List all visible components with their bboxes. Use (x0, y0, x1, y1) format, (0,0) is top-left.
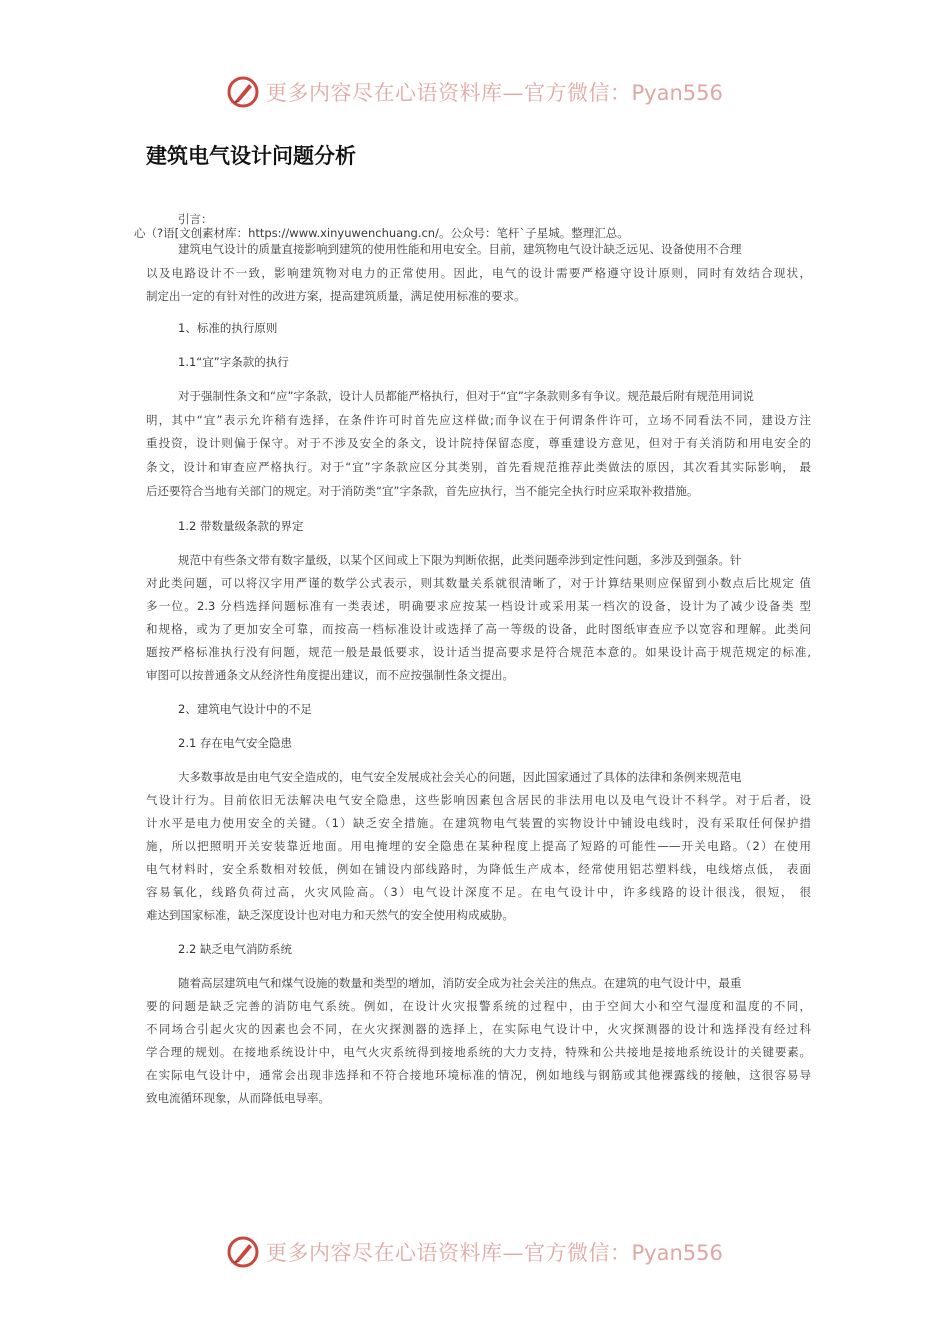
paragraph-line: 和规格，或为了更加安全可靠，而按高一档标准设计或选择了高一等级的设备，此时图纸审查应予以宽容和理解。此类问 (146, 622, 811, 636)
subsection-heading: 1.2 带数量级条款的界定 (178, 519, 304, 533)
banner-text: 更多内容尽在心语资料库—官方微信：Pyan556 (266, 81, 723, 105)
banner-text: 更多内容尽在心语资料库—官方微信：Pyan556 (266, 1241, 723, 1265)
intro-label: 引言： (178, 212, 213, 226)
pen-logo-icon (226, 1235, 260, 1269)
paragraph-line: 对此类问题，可以将汉字用严谨的数学公式表示，则其数量关系就很清晰了，对于计算结果则应保留到小数点后比规定 值 (146, 576, 811, 590)
header-banner (226, 72, 786, 112)
source-line: 心（?语[文创素材库：https://www.xinyuwenchuang.cn/。公众号：笔杆`子星城。整理汇总。 (134, 226, 629, 240)
paragraph-line: 重投资，设计则偏于保守。对于不涉及安全的条文，设计院持保留态度，尊重建设方意见，但对于有关消防和用电安全的 (146, 436, 811, 450)
document-title: 建筑电气设计问题分析 (146, 144, 356, 168)
footer-banner (226, 1232, 786, 1272)
paragraph-line: 题按严格标准执行没有问题，规范一般是最低要求，设计适当提高要求是符合规范本意的。如果设计高于规范规定的标准, (146, 645, 811, 659)
paragraph-line: 学合理的规划。在接地系统设计中，电气火灾系统得到接地系统的大力支持，特殊和公共接地是接地系统设计的关键要素。 (146, 1045, 811, 1059)
paragraph-line: 致电流循环现象，从而降低电导率。 (146, 1091, 330, 1105)
paragraph-line: 制定出一定的有针对性的改进方案，提高建筑质量，满足使用标准的要求。 (146, 289, 526, 303)
paragraph-line: 以及电路设计不一致，影响建筑物对电力的正常使用。因此，电气的设计需要严格遵守设计原则，同时有效结合现状， (146, 266, 811, 280)
paragraph-line: 要的问题是缺乏完善的消防电气系统。例如，在设计火灾报警系统的过程中，由于空间大小和空气湿度和温度的不同， (146, 999, 811, 1013)
paragraph-line: 容易氧化，线路负荷过高，火灾风险高。（3）电气设计深度不足。在电气设计中，许多线路的设计很浅，很短， 很 (146, 885, 811, 899)
paragraph-line: 建筑电气设计的质量直接影响到建筑的使用性能和用电安全。目前，建筑物电气设计缺乏远见、设备使用不合理 (178, 242, 742, 256)
paragraph-line: 规范中有些条文带有数字量级，以某个区间或上下限为判断依据，此类问题牵涉到定性问题，多涉及到强条。针 (178, 553, 742, 567)
pen-logo-icon (226, 75, 260, 109)
subsection-heading: 2.2 缺乏电气消防系统 (178, 942, 292, 956)
paragraph-line: 对于强制性条文和“应”字条款，设计人员都能严格执行，但对于“宜”字条款则多有争议。规范最后附有规范用词说 (178, 389, 754, 403)
paragraph-line: 多一位。2.3 分档选择问题标准有一类表述，明确要求应按某一档设计或采用某一档次的设备，设计为了减少设备类 型 (146, 599, 811, 613)
paragraph-line: 电气材料时，安全系数相对较低，例如在铺设内部线路时，为降低生产成本，经常使用铝芯塑料线，电线熔点低， 表面 (146, 862, 811, 876)
paragraph-line: 难达到国家标准，缺乏深度设计也对电力和天然气的安全使用构成威胁。 (146, 908, 514, 922)
paragraph-line: 不同场合引起火灾的因素也会不同，在火灾探测器的选择上，在实际电气设计中，火灾探测器的设计和选择没有经过科 (146, 1022, 811, 1036)
section-heading: 1、标准的执行原则 (178, 321, 278, 335)
paragraph-line: 明，其中“宜”表示允许稍有选择，在条件许可时首先应这样做;而争议在于何谓条件许可，立场不同看法不同，建设方注 (146, 413, 811, 427)
paragraph-line: 在实际电气设计中，通常会出现非选择和不符合接地环境标准的情况，例如地线与钢筋或其他裸露线的接触，这很容易导 (146, 1068, 811, 1082)
paragraph-line: 计水平是电力使用安全的关键。（1）缺乏安全措施。在建筑物电气装置的实物设计中铺设电线时，没有采取任何保护措 (146, 816, 811, 830)
paragraph-line: 审图可以按普通条文从经济性角度提出建议，而不应按强制性条文提出。 (146, 668, 514, 682)
paragraph-line: 大多数事故是由电气安全造成的，电气安全发展成社会关心的问题，因此国家通过了具体的法律和条例来规范电 (178, 770, 742, 784)
section-heading: 2、建筑电气设计中的不足 (178, 702, 312, 716)
subsection-heading: 1.1“宜”字条款的执行 (178, 355, 289, 369)
paragraph-line: 气设计行为。目前依旧无法解决电气安全隐患，这些影响因素包含居民的非法用电以及电气设计不科学。对于后者，设 (146, 793, 811, 807)
paragraph-line: 条文，设计和审查应严格执行。对于“宜”字条款应区分其类别，首先看规范推荐此类做法的原因，其次看其实际影响， 最 (146, 460, 811, 474)
paragraph-line: 后还要符合当地有关部门的规定。对于消防类“宜”字条款，首先应执行，当不能完全执行时应采取补救措施。 (146, 484, 699, 498)
paragraph-line: 随着高层建筑电气和煤气设施的数量和类型的增加，消防安全成为社会关注的焦点。在建筑的电气设计中，最重 (178, 976, 742, 990)
subsection-heading: 2.1 存在电气安全隐患 (178, 736, 292, 750)
paragraph-line: 施，所以把照明开关安装靠近地面。用电掩埋的安全隐患在某种程度上提高了短路的可能性——开关电路。（2）在使用 (146, 839, 811, 853)
